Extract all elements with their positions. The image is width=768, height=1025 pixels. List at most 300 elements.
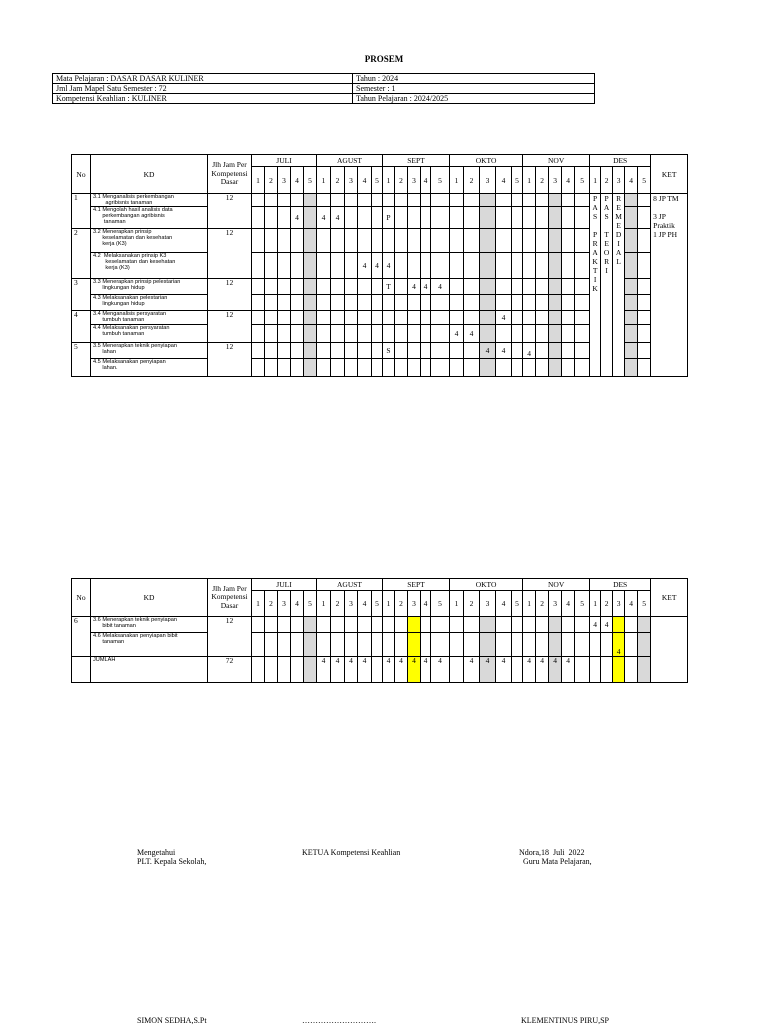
week-cell [317, 229, 331, 253]
week-cell [317, 633, 331, 657]
week-cell [291, 343, 304, 359]
week-number: 3 [480, 167, 496, 194]
kd-text: 3.4 Menganalisis persyaratan tumbuh tanaman [91, 311, 208, 325]
row-number: 4 [72, 311, 91, 343]
week-cell [450, 279, 464, 295]
week-cell [431, 194, 450, 207]
header-ket: KET [651, 155, 688, 194]
week-cell [480, 325, 496, 343]
week-cell [480, 279, 496, 295]
week-cell [408, 311, 421, 325]
week-number: 3 [408, 591, 421, 617]
week-number: 2 [395, 167, 408, 194]
week-cell [523, 311, 536, 325]
table-row [72, 194, 688, 207]
week-number: 2 [601, 591, 613, 617]
jumlah-total: 72 [208, 657, 252, 683]
week-cell [408, 207, 421, 229]
week-number: 1 [450, 167, 464, 194]
week-number: 1 [523, 591, 536, 617]
week-number: 5 [512, 167, 523, 194]
week-cell [331, 343, 345, 359]
week-cell [252, 617, 265, 633]
kd-text: 3.5 Menerapkan teknik penyiapan lahan [91, 343, 208, 359]
week-cell [345, 325, 358, 343]
week-cell [265, 207, 278, 229]
week-cell [421, 229, 431, 253]
row-number: 6 [72, 617, 91, 657]
week-cell [496, 633, 512, 657]
week-cell [395, 325, 408, 343]
week-mark: 4 [480, 343, 496, 359]
week-cell [265, 194, 278, 207]
week-cell [252, 279, 265, 295]
week-cell [549, 194, 562, 207]
week-cell [431, 343, 450, 359]
week-mark: 4 [317, 207, 331, 229]
week-mark: 4 [496, 311, 512, 325]
week-mark: 4 [496, 657, 512, 683]
week-cell [372, 359, 383, 377]
week-cell [496, 325, 512, 343]
week-number: 4 [625, 167, 638, 194]
header-month: NOV [523, 579, 590, 591]
week-number: 2 [536, 167, 549, 194]
week-cell [331, 359, 345, 377]
week-number: 5 [431, 591, 450, 617]
week-cell [421, 194, 431, 207]
week-cell [523, 207, 536, 229]
week-number: 3 [480, 591, 496, 617]
week-cell [431, 295, 450, 311]
week-cell [408, 194, 421, 207]
week-number: 4 [562, 167, 575, 194]
week-cell [345, 295, 358, 311]
week-cell [480, 311, 496, 325]
week-number: 1 [383, 591, 395, 617]
week-cell [304, 311, 317, 325]
week-cell [265, 359, 278, 377]
week-cell [345, 253, 358, 279]
week-cell [638, 295, 651, 311]
week-cell [562, 229, 575, 253]
week-cell [464, 194, 480, 207]
week-cell [450, 617, 464, 633]
week-cell [523, 633, 536, 657]
week-cell [291, 279, 304, 295]
week-cell [408, 617, 421, 633]
week-cell [331, 253, 345, 279]
week-cell [625, 657, 638, 683]
week-cell [480, 194, 496, 207]
week-cell [496, 617, 512, 633]
week-cell [549, 295, 562, 311]
kd-text: 4.4 Melaksanakan persyaratan tumbuh tanaman [91, 325, 208, 343]
kd-text: 4.6 Melaksanakan penyiapan bibit tanaman [91, 633, 208, 657]
week-cell [562, 311, 575, 325]
week-cell [395, 343, 408, 359]
week-cell [625, 194, 638, 207]
week-cell [265, 253, 278, 279]
week-cell [625, 253, 638, 279]
week-mark: 4 [291, 207, 304, 229]
header-month: JULI [252, 155, 317, 167]
header-month: NOV [523, 155, 590, 167]
week-cell [638, 207, 651, 229]
week-cell [317, 295, 331, 311]
week-cell [358, 343, 372, 359]
week-cell [304, 194, 317, 207]
week-number: 3 [549, 167, 562, 194]
header-month: OKTO [450, 579, 523, 591]
week-number: 2 [395, 591, 408, 617]
week-cell [358, 295, 372, 311]
week-number: 5 [638, 167, 651, 194]
week-cell [638, 253, 651, 279]
week-cell [421, 617, 431, 633]
week-cell [265, 311, 278, 325]
week-cell [562, 325, 575, 343]
jumlah-label: JUMLAH [91, 657, 208, 683]
header-month: SEPT [383, 155, 450, 167]
week-cell [291, 194, 304, 207]
week-cell [562, 617, 575, 633]
week-cell [625, 311, 638, 325]
week-cell [431, 325, 450, 343]
week-cell [304, 359, 317, 377]
week-cell [372, 343, 383, 359]
week-cell [625, 617, 638, 633]
week-cell [291, 359, 304, 377]
week-cell [625, 633, 638, 657]
week-cell [523, 229, 536, 253]
week-cell [562, 359, 575, 377]
week-cell [562, 279, 575, 295]
week-cell [638, 325, 651, 343]
week-mark: 4 [421, 279, 431, 295]
week-cell [575, 279, 590, 295]
week-number: 4 [496, 167, 512, 194]
week-mark: 4 [590, 617, 601, 633]
week-cell [575, 657, 590, 683]
header-jlh-jam: Jlh Jam Per Kompetensi Dasar [208, 155, 252, 194]
ket-note [651, 617, 688, 683]
week-cell [464, 359, 480, 377]
week-cell [278, 657, 291, 683]
week-cell [590, 657, 601, 683]
header-jlh-jam: Jlh Jam Per Kompetensi Dasar [208, 579, 252, 617]
week-cell [408, 253, 421, 279]
week-cell [480, 617, 496, 633]
week-mark: 4 [383, 657, 395, 683]
week-cell [450, 229, 464, 253]
week-cell [562, 633, 575, 657]
week-cell [278, 617, 291, 633]
week-cell [395, 194, 408, 207]
jam-value: 12 [208, 279, 252, 311]
week-mark: 4 [317, 657, 331, 683]
week-cell [536, 343, 549, 359]
week-cell [575, 194, 590, 207]
week-cell [252, 633, 265, 657]
week-number: 5 [512, 591, 523, 617]
week-cell [317, 279, 331, 295]
week-cell [512, 325, 523, 343]
info-tahun: Tahun : 2024 [353, 74, 595, 84]
week-cell [383, 311, 395, 325]
week-cell [450, 194, 464, 207]
week-cell [372, 279, 383, 295]
week-cell [464, 633, 480, 657]
week-cell [480, 253, 496, 279]
week-cell [304, 633, 317, 657]
week-cell [431, 633, 450, 657]
week-mark: 4 [421, 657, 431, 683]
week-cell [252, 325, 265, 343]
week-cell [372, 325, 383, 343]
week-cell [331, 194, 345, 207]
week-cell [575, 295, 590, 311]
week-cell [278, 359, 291, 377]
week-number: 4 [496, 591, 512, 617]
week-mark: 4 [480, 657, 496, 683]
week-cell [345, 633, 358, 657]
week-cell [252, 229, 265, 253]
week-cell [536, 194, 549, 207]
week-cell [638, 194, 651, 207]
kd-text: 3.3 Menerapkan prinsip pelestarian lingkungan hidup [91, 279, 208, 295]
week-cell [536, 253, 549, 279]
week-cell [421, 311, 431, 325]
week-cell [575, 311, 590, 325]
kd-text: 3.1 Menganalisis perkembangan agribisnis tanaman [91, 194, 208, 207]
week-cell [304, 325, 317, 343]
week-number: 2 [464, 167, 480, 194]
signature-center-name: ………………………. [302, 1016, 376, 1025]
week-cell [265, 343, 278, 359]
week-cell [496, 359, 512, 377]
week-cell [383, 194, 395, 207]
week-cell [421, 359, 431, 377]
header-month: JULI [252, 579, 317, 591]
week-cell [536, 311, 549, 325]
week-cell [395, 253, 408, 279]
week-number: 3 [549, 591, 562, 617]
week-cell [549, 359, 562, 377]
week-cell [512, 279, 523, 295]
info-mapel: Mata Pelajaran : DASAR DASAR KULINER [53, 74, 353, 84]
row-number: 5 [72, 343, 91, 377]
week-cell [601, 633, 613, 657]
header-kd: KD [91, 155, 208, 194]
week-cell [536, 633, 549, 657]
week-number: 4 [358, 167, 372, 194]
info-tahun-pelajaran: Tahun Pelajaran : 2024/2025 [353, 94, 595, 104]
table-row [72, 617, 688, 633]
week-cell [431, 359, 450, 377]
row-number: 1 [72, 194, 91, 229]
week-cell [562, 194, 575, 207]
week-cell [625, 325, 638, 343]
week-cell [265, 279, 278, 295]
week-cell [464, 311, 480, 325]
week-cell [421, 633, 431, 657]
week-number: 2 [265, 167, 278, 194]
week-cell [395, 295, 408, 311]
kd-text: 3.2 Menerapkan prinsip keselamatan dan kesehatan kerja (K3) [91, 229, 208, 253]
week-cell [590, 633, 601, 657]
week-cell [523, 295, 536, 311]
week-cell [252, 311, 265, 325]
week-cell [408, 359, 421, 377]
week-mark: 4 [431, 657, 450, 683]
week-cell [408, 229, 421, 253]
week-number: 1 [590, 591, 601, 617]
week-cell [613, 657, 625, 683]
week-cell [331, 633, 345, 657]
week-cell [549, 207, 562, 229]
week-cell [496, 253, 512, 279]
week-cell [317, 311, 331, 325]
week-cell [372, 229, 383, 253]
week-cell [562, 295, 575, 311]
header-no: No [72, 579, 91, 617]
week-cell [345, 311, 358, 325]
prosem-table-1 [71, 154, 688, 377]
week-cell [496, 229, 512, 253]
week-mark: 4 [372, 253, 383, 279]
week-cell [549, 253, 562, 279]
week-number: 4 [291, 591, 304, 617]
week-cell [464, 617, 480, 633]
week-cell [549, 617, 562, 633]
week-cell [450, 633, 464, 657]
week-mark: P [383, 207, 395, 229]
week-cell [431, 229, 450, 253]
week-cell [278, 343, 291, 359]
week-cell [512, 207, 523, 229]
week-mark: 4 [408, 279, 421, 295]
week-cell [450, 253, 464, 279]
week-cell [395, 633, 408, 657]
week-number: 4 [562, 591, 575, 617]
week-cell [523, 279, 536, 295]
week-cell [450, 207, 464, 229]
info-kompetensi: Kompetensi Keahlian : KULINER [53, 94, 353, 104]
week-cell [383, 229, 395, 253]
jam-value: 12 [208, 343, 252, 377]
week-cell [431, 253, 450, 279]
week-cell [512, 617, 523, 633]
week-number: 2 [601, 167, 613, 194]
vertical-label-pas-teori: P A S T E O R I [601, 194, 613, 377]
week-number: 2 [464, 591, 480, 617]
jam-value: 12 [208, 311, 252, 343]
week-cell [549, 311, 562, 325]
week-cell [523, 359, 536, 377]
kd-text: 3.6 Menerapkan teknik penyiapan bibit tanaman [91, 617, 208, 633]
week-cell [345, 343, 358, 359]
header-month: AGUST [317, 579, 383, 591]
week-cell [252, 295, 265, 311]
signature-left-name: SIMON SEDHA,S.Pt [137, 1016, 207, 1025]
week-cell [317, 343, 331, 359]
week-mark: 4 [549, 657, 562, 683]
week-cell [331, 617, 345, 633]
week-cell [575, 617, 590, 633]
week-cell [395, 279, 408, 295]
week-cell [252, 359, 265, 377]
week-cell [638, 279, 651, 295]
week-cell [372, 207, 383, 229]
week-cell [383, 633, 395, 657]
week-number: 4 [358, 591, 372, 617]
week-cell [625, 295, 638, 311]
week-mark: S [383, 343, 395, 359]
week-mark: 4 [450, 325, 464, 343]
week-cell [549, 343, 562, 359]
week-cell [278, 194, 291, 207]
week-cell [358, 207, 372, 229]
week-cell [536, 279, 549, 295]
week-cell [304, 207, 317, 229]
week-cell [383, 359, 395, 377]
jam-value: 12 [208, 617, 252, 657]
week-cell [383, 295, 395, 311]
week-mark: 4 [523, 657, 536, 683]
week-mark: 4 [358, 253, 372, 279]
week-cell [575, 359, 590, 377]
week-cell [345, 207, 358, 229]
week-cell [464, 343, 480, 359]
week-cell [265, 617, 278, 633]
week-cell [464, 207, 480, 229]
week-cell [638, 229, 651, 253]
week-mark: 4 [536, 657, 549, 683]
week-cell [265, 633, 278, 657]
week-cell [625, 343, 638, 359]
week-cell [575, 253, 590, 279]
week-cell [345, 229, 358, 253]
week-number: 3 [613, 591, 625, 617]
week-cell [317, 359, 331, 377]
week-cell [252, 207, 265, 229]
week-cell [278, 311, 291, 325]
week-cell [345, 617, 358, 633]
week-cell [304, 343, 317, 359]
week-cell [638, 311, 651, 325]
week-cell [345, 194, 358, 207]
table-row [72, 633, 688, 657]
week-cell [358, 617, 372, 633]
week-cell [278, 207, 291, 229]
week-cell [358, 633, 372, 657]
week-cell [562, 207, 575, 229]
week-cell [291, 253, 304, 279]
week-cell [496, 279, 512, 295]
week-cell [536, 229, 549, 253]
week-cell [450, 657, 464, 683]
week-cell [291, 295, 304, 311]
week-cell [512, 311, 523, 325]
week-cell [372, 295, 383, 311]
week-cell [421, 207, 431, 229]
page-title: PROSEM [364, 54, 404, 64]
week-cell [358, 311, 372, 325]
week-number: 5 [638, 591, 651, 617]
week-cell [304, 229, 317, 253]
week-cell [523, 194, 536, 207]
